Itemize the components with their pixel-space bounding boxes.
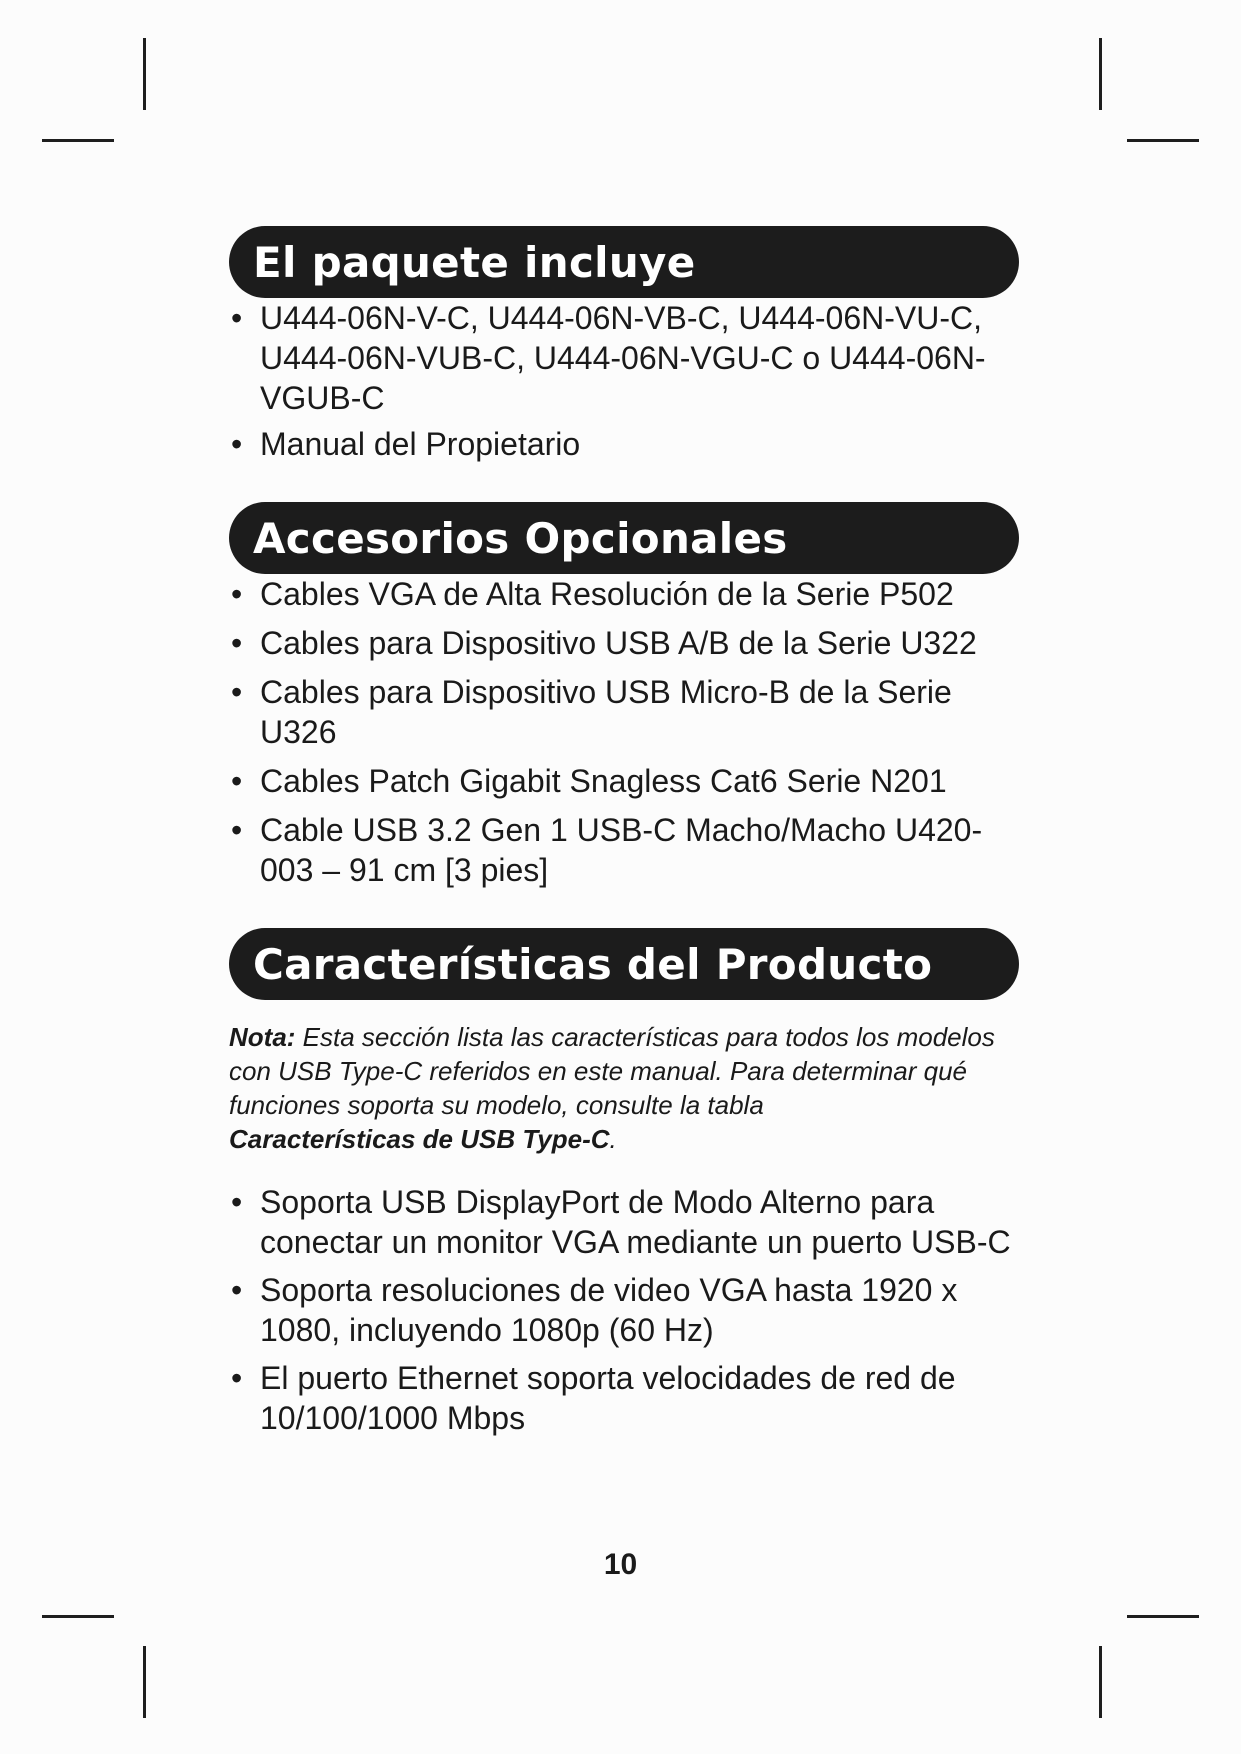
list-item: • Cables VGA de Alta Resolución de la Serie P502 — [229, 574, 1019, 614]
accessories-section — [229, 502, 1019, 890]
crop-mark-top-right-vertical — [1099, 38, 1102, 110]
list-item: • Cables para Dispositivo USB Micro-B de la Serie U326 — [229, 672, 1019, 752]
crop-mark-top-left-vertical — [143, 38, 146, 110]
crop-mark-bottom-left-horizontal — [42, 1615, 114, 1618]
crop-mark-top-right-horizontal — [1127, 139, 1199, 142]
package-list — [229, 298, 1019, 464]
page-content — [229, 226, 1019, 1446]
accessories-list — [229, 574, 1019, 890]
crop-mark-top-left-horizontal — [42, 139, 114, 142]
features-list — [229, 1182, 1019, 1438]
crop-mark-bottom-left-vertical — [143, 1646, 146, 1718]
list-item: • El puerto Ethernet soporta velocidades de red de 10/100/1000 Mbps — [229, 1358, 1019, 1438]
list-item: • Cable USB 3.2 Gen 1 USB-C Macho/Macho U420-003 – 91 cm [3 pies] — [229, 810, 1019, 890]
accessories-section-title: Accesorios Opcionales — [229, 502, 1019, 574]
page-number: 10 — [603, 1548, 638, 1581]
crop-mark-bottom-right-vertical — [1099, 1646, 1102, 1718]
list-item: • Cables Patch Gigabit Snagless Cat6 Serie N201 — [229, 761, 1019, 801]
note-end: . — [609, 1124, 617, 1154]
note-text: Esta sección lista las características para todos los modelos con USB Type-C referidos en este manual. Para determinar qué funciones soporta su modelo, consulte la tabla — [229, 1022, 995, 1120]
list-item: • Soporta USB DisplayPort de Modo Alterno para conectar un monitor VGA mediante un puerto USB-C — [229, 1182, 1019, 1262]
package-section-title: El paquete incluye — [229, 226, 1019, 298]
package-section — [229, 226, 1019, 464]
crop-mark-bottom-right-horizontal — [1127, 1615, 1199, 1618]
features-note — [229, 1020, 1019, 1156]
list-item: • U444-06N-V-C, U444-06N-VB-C, U444-06N-VU-C, U444-06N-VUB-C, U444-06N-VGU-C o U444-06N-VGUB-C — [229, 298, 1019, 418]
list-item: • Soporta resoluciones de video VGA hasta 1920 x 1080, incluyendo 1080p (60 Hz) — [229, 1270, 1019, 1350]
list-item: • Cables para Dispositivo USB A/B de la Serie U322 — [229, 623, 1019, 663]
list-item: • Manual del Propietario — [229, 424, 1019, 464]
features-section-title: Características del Producto — [229, 928, 1019, 1000]
note-label: Nota: — [229, 1022, 296, 1052]
features-section — [229, 928, 1019, 1438]
note-reference-text: Características de USB Type-C — [229, 1124, 610, 1154]
note-reference — [229, 1122, 1019, 1156]
